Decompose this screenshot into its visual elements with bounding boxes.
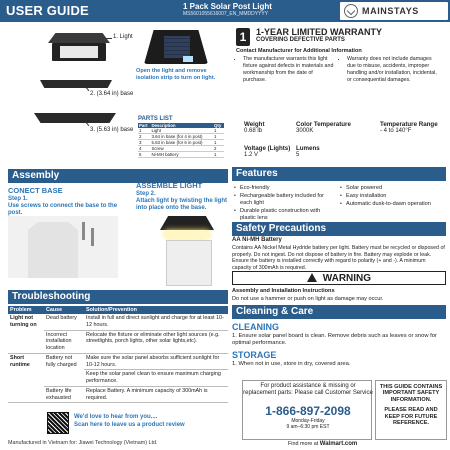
table-cell: 4 <box>138 146 150 152</box>
table-cell: 1 <box>213 128 224 134</box>
warranty-title: 1-YEAR LIMITED WARRANTY <box>256 27 382 37</box>
feature-item: ▪ Eco-friendly <box>240 185 336 192</box>
table-cell: Relocate the fixture or eliminate other light sources (e.g. streetlights, porch lights, other solar lights,etc). <box>84 330 228 353</box>
screw-illustration <box>82 222 85 240</box>
customer-service-box <box>242 380 372 440</box>
spec-temp-range-value: - 4 to 140°F <box>380 128 412 134</box>
feature-item: ▪ Solar powered <box>346 185 444 192</box>
table-cell: 1 <box>213 152 224 158</box>
table-cell: 3.64 in base (for 4 in post) <box>150 134 213 140</box>
table-cell: 2 <box>138 134 150 140</box>
storage-title: STORAGE <box>232 350 277 360</box>
spec-color-temp-label: Color Temperature <box>296 121 351 128</box>
spec-color-temp-value: 3000K <box>296 128 314 134</box>
cleaning-title: CLEANING <box>232 322 279 332</box>
troubleshooting-header: Cause <box>44 306 84 314</box>
safety-info-box <box>375 380 447 440</box>
table-cell: Short runtime <box>8 353 44 403</box>
leader-line <box>106 38 112 39</box>
table-cell: Keep the solar panel clean to ensure maximum charging performance. <box>84 370 228 387</box>
screw-illustration <box>91 228 94 246</box>
service-hours <box>243 418 373 430</box>
troubleshooting-header-row <box>8 306 228 314</box>
service-days: Monday-Friday <box>291 418 325 424</box>
light-top-illustration <box>48 33 110 43</box>
features-heading: Features <box>232 167 446 181</box>
spec-temp-range <box>380 121 446 134</box>
assemble-light-step: Step 2. <box>136 191 156 197</box>
connect-base-title: CONECT BASE <box>8 186 63 195</box>
safety-info-text: THIS GUIDE CONTAINS IMPORTANT SAFETY INFORMATION. <box>379 384 443 403</box>
installation-text: Do not use a hammer or push on light as damage may occur. <box>232 296 384 302</box>
warranty-subtitle: COVERING DEFECTIVE PARTS <box>256 37 345 43</box>
troubleshooting-heading-text: Troubleshooting <box>12 291 91 302</box>
installation-title: Assembly and Installation Instructions <box>232 288 335 294</box>
header-bar <box>0 0 450 22</box>
post-illustration <box>28 222 78 278</box>
parts-header: Description <box>150 123 213 128</box>
parts-table <box>138 123 224 158</box>
parts-header: Part <box>138 123 150 128</box>
table-cell: Light <box>150 128 213 134</box>
base-large-illustration <box>34 113 116 123</box>
table-cell: Ni-MH battery <box>150 152 213 158</box>
customer-service-phone[interactable]: 1-866-897-2098 <box>265 404 351 418</box>
table-row <box>8 314 228 330</box>
table-cell: 1 <box>213 140 224 146</box>
parts-header: Qty <box>213 123 224 128</box>
troubleshooting-heading <box>8 290 228 304</box>
connect-base-text: Use screws to connect the base to the post. <box>8 203 118 217</box>
brand-logo <box>340 2 448 20</box>
spec-voltage-label: Voltage (Lights) <box>244 145 291 152</box>
review-line-2: Scan here to leave us a product review <box>74 421 185 428</box>
connect-base-step: Step 1. <box>8 196 28 202</box>
warranty-exclusions <box>340 56 440 84</box>
solar-cells-illustration <box>164 36 190 58</box>
spec-weight <box>244 121 265 134</box>
table-cell: Dead battery <box>44 314 84 330</box>
safety-heading: Safety Precautions <box>232 222 446 236</box>
table-cell: Install in full and direct sunlight and charge for at least 10-12 hours. <box>84 314 228 330</box>
spec-lumens-value: 5 <box>296 152 300 158</box>
warranty-number-badge: 1 <box>236 28 250 46</box>
assembled-post-illustration <box>166 240 212 286</box>
assemble-light-text: Attach light by twisting the light into place onto the base. <box>136 198 227 212</box>
service-times: 9 am–6:30 pm EST <box>286 424 330 430</box>
table-cell: 2 <box>213 146 224 152</box>
walmart-link[interactable]: Walmart.com <box>319 441 358 447</box>
table-cell: Light not turning on <box>8 314 44 353</box>
parts-list-title: PARTS LIST <box>138 116 173 122</box>
warning-triangle-icon <box>307 273 317 282</box>
table-cell: Replace Battery. A minimum capacity of 300mAh is required. <box>84 386 228 403</box>
troubleshooting-table <box>8 306 228 403</box>
base-small-illustration <box>40 80 112 88</box>
feature-item: ▪ Durable plastic construction with plastic lens <box>240 208 336 221</box>
product-name: 1 Pack Solar Post Light <box>183 2 272 11</box>
table-cell: Battery life exhausted <box>44 386 84 403</box>
table-cell: 5 <box>138 152 150 158</box>
table-row <box>8 353 228 370</box>
feature-item: ▪ Easy installation <box>346 193 444 200</box>
table-cell: 5.63 in base (for 6 in post) <box>150 140 213 146</box>
warning-banner <box>232 271 446 285</box>
spec-color-temp <box>296 121 351 134</box>
qr-code[interactable] <box>47 412 69 434</box>
find-more <box>288 441 357 447</box>
brand-name: MAINSTAYS <box>362 6 419 16</box>
assembled-light-top-illustration <box>160 216 214 230</box>
check-circle-icon <box>344 4 358 18</box>
battery-title: AA Ni-MH Battery <box>232 237 282 243</box>
storage-text: 1. When not in use, store in dry, covered area. <box>232 361 351 367</box>
spec-voltage <box>244 145 290 158</box>
isolation-strip-illustration <box>183 56 193 62</box>
table-cell: Screw <box>150 146 213 152</box>
table-cell: 1 <box>138 128 150 134</box>
feature-item: ▪ Automatic dusk-to-dawn operation <box>346 201 444 208</box>
guide-title: USER GUIDE <box>6 3 89 18</box>
warranty-coverage-text: • The manufacturer warrants this light fixture against defects in materials and workmanship from the date of purchase. <box>243 56 336 84</box>
battery-text: Contains AA Nickel Metal Hydride battery per light. Battery must be recycled or disposed of properly. Do not ingest. Do not dispose of battery in fire. Battery may explode or leak. Ensure the battery is installed correctly with regard to polarity (+ and -). A minimum capacity of 300mAh is required. <box>232 245 445 271</box>
cleaning-text: 1. Ensure solar panel board is clean. Remove debris such as leaves or snow for optimal performance. <box>232 333 437 347</box>
troubleshooting-header: Problem <box>8 306 44 314</box>
spec-temp-range-label: Temperature Range <box>380 121 438 128</box>
spec-voltage-value: 1.2 V <box>244 152 259 158</box>
care-heading: Cleaning & Care <box>232 305 446 319</box>
open-light-note: Open the light and remove isolation strip to turn on light. <box>136 68 216 81</box>
table-cell: Incorrect installation location <box>44 330 84 353</box>
warranty-exclusions-text: • Warranty does not include damages due to misuse, accidents, improper handling and/or installation, incidental, or consequential damages. <box>347 56 440 84</box>
table-cell: 3 <box>138 140 150 146</box>
light-lens-illustration <box>60 46 98 58</box>
find-more-prefix: Find more at <box>288 441 319 447</box>
spec-weight-label: Weight <box>244 121 265 128</box>
product-code: MS5601055616007_EN_MMDDYYYY <box>183 11 269 17</box>
review-line-1: We'd love to hear from you.... <box>74 414 158 420</box>
keep-guide-text: PLEASE READ AND KEEP FOR FUTURE REFERENCE. <box>384 407 438 427</box>
review-prompt <box>74 414 185 430</box>
assemble-light-title: ASSEMBLE LIGHT <box>136 181 203 190</box>
troubleshooting-header: Solution/Prevention <box>84 306 228 314</box>
assistance-text: For product assistance & missing or replacement parts: Please call Customer Service <box>243 383 373 397</box>
table-row <box>138 152 224 158</box>
spec-weight-value: 0.68 lb <box>244 128 263 134</box>
warning-label: WARNING <box>322 273 372 284</box>
table-cell: 1 <box>213 134 224 140</box>
callout-large-base: 3. (5.63 in) base <box>90 127 134 133</box>
feature-item: ▪ Rechargeable battery included for each light <box>240 193 336 206</box>
manufacturer-note: Manufactured in Vietnam for: Jiawei Technology (Vietnam) Ltd. <box>8 440 158 446</box>
warranty-coverage <box>236 56 336 84</box>
warranty-contact: Contact Manufacturer for Additional Information <box>236 48 362 54</box>
spec-lumens <box>296 145 320 158</box>
callout-small-base: 2. (3.64 in) base <box>90 91 134 97</box>
assembly-heading: Assembly <box>8 169 228 183</box>
spec-lumens-label: Lumens <box>296 145 320 152</box>
table-cell: Battery not fully charged <box>44 353 84 386</box>
assembled-light-glow-illustration <box>165 230 209 238</box>
table-cell: Make sure the solar panel absorbs sufficient sunlight for 10-12 hours. <box>84 353 228 370</box>
callout-light: 1. Light <box>113 34 133 40</box>
